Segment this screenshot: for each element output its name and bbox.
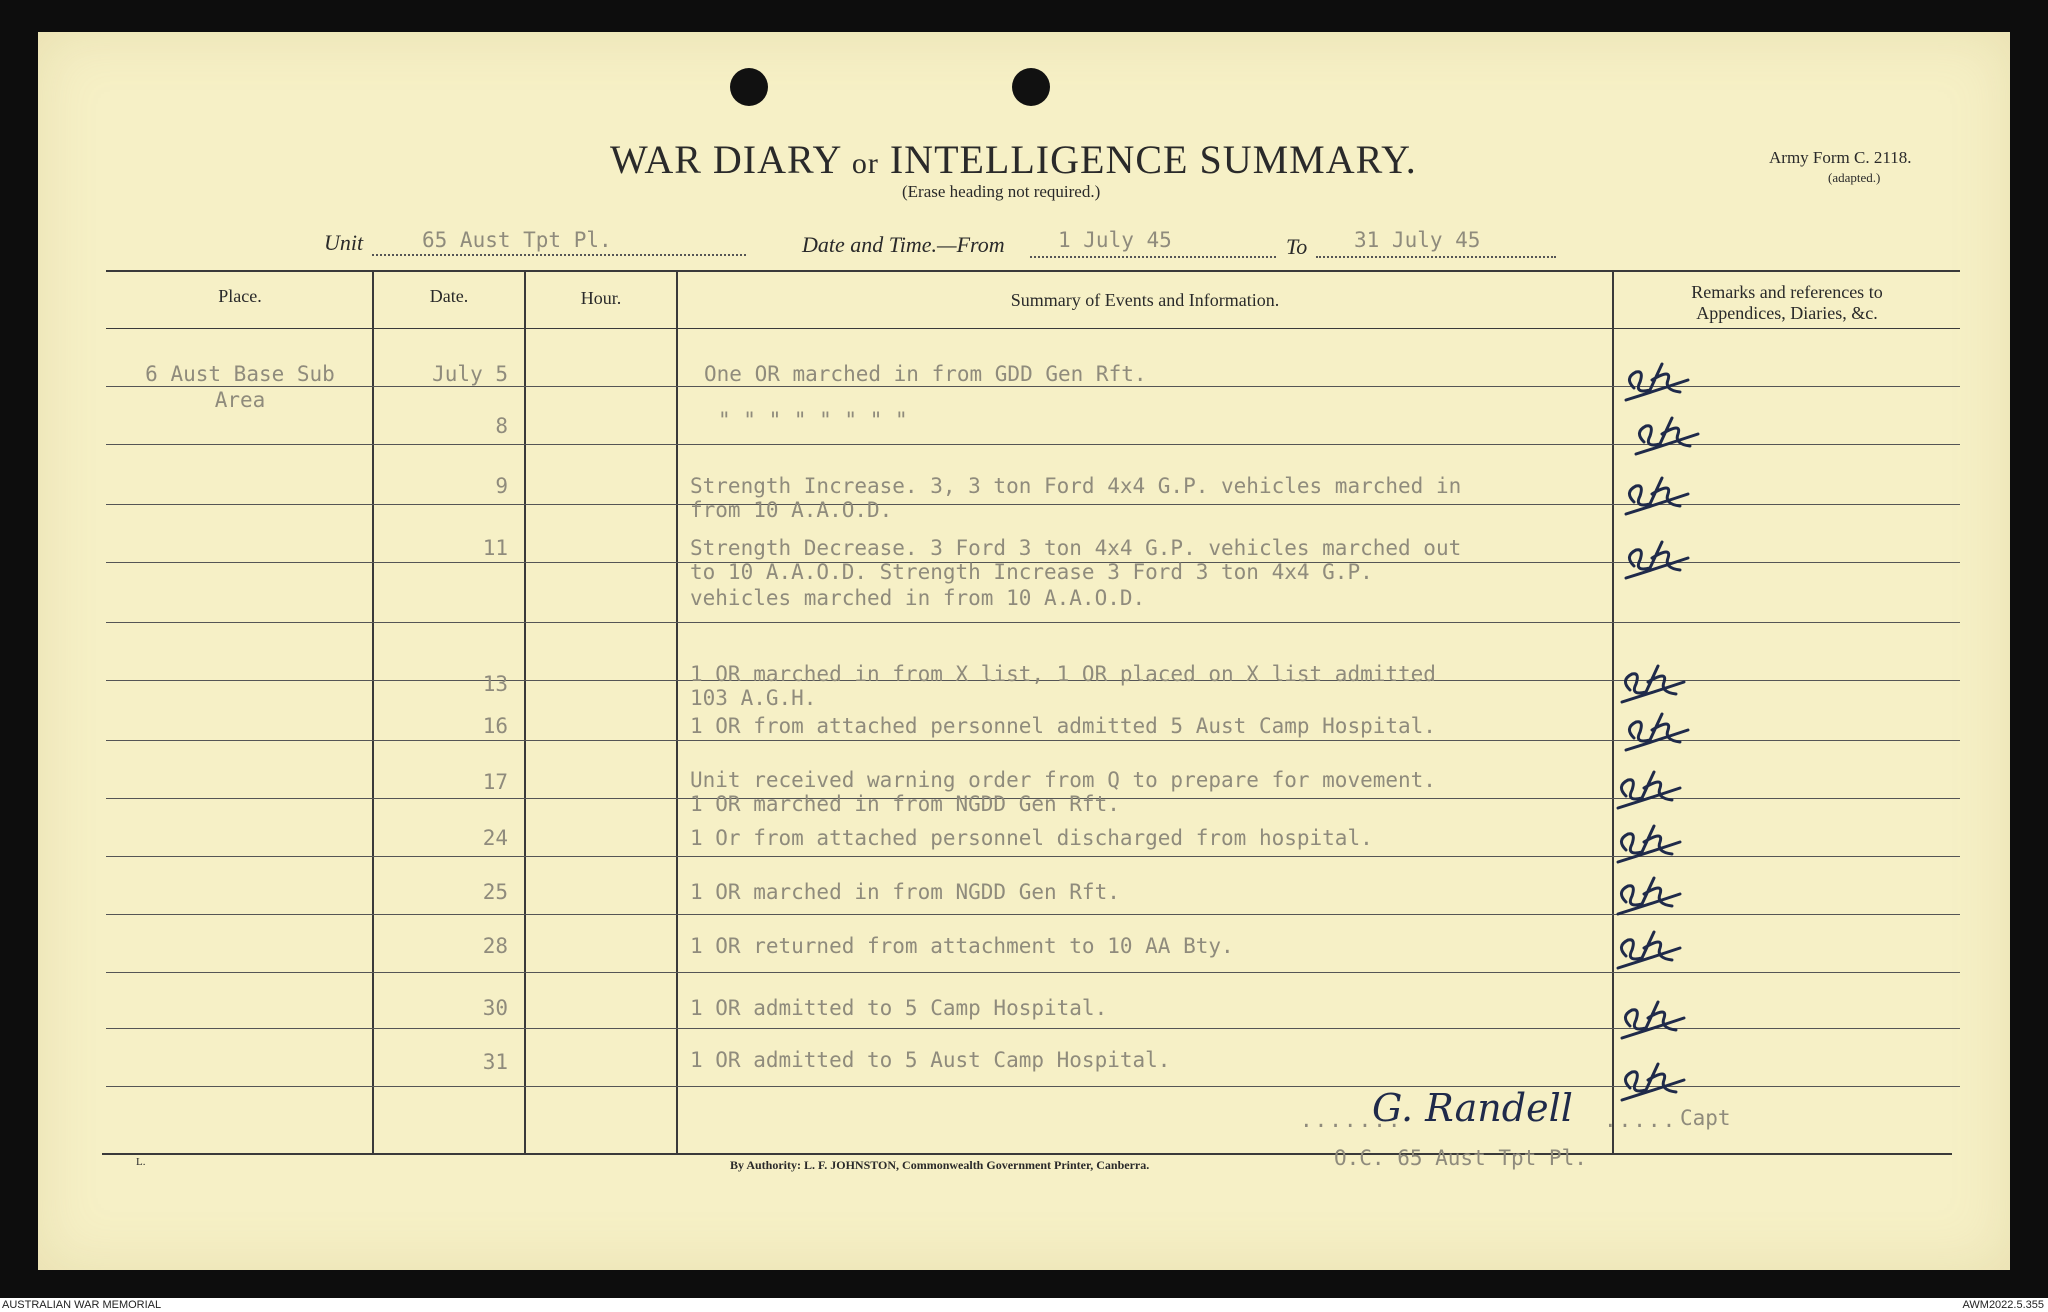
war-diary-form bbox=[38, 32, 2010, 1270]
initials-mark bbox=[1618, 662, 1688, 708]
remarks-header-line1: Remarks and references to bbox=[1691, 282, 1883, 302]
column-header-summary: Summary of Events and Information. bbox=[1010, 290, 1280, 310]
entry-text: vehicles marched in from 10 A.A.O.D. bbox=[690, 586, 1146, 610]
entry-date: 24 bbox=[482, 826, 508, 850]
entry-text: 1 OR returned from attachment to 10 AA Bty. bbox=[690, 934, 1234, 958]
date-from-dotted-line bbox=[1030, 256, 1276, 258]
entry-date: 17 bbox=[482, 770, 508, 794]
title-part1: WAR DIARY bbox=[610, 137, 841, 182]
signature-dotted-trailer: ..... bbox=[1604, 1108, 1678, 1132]
initials-mark bbox=[1622, 360, 1692, 406]
printer-authority: By Authority: L. F. JOHNSTON, Commonwealth Government Printer, Canberra. bbox=[730, 1158, 1150, 1172]
entry-text: Unit received warning order from Q to prepare for movement. bbox=[690, 768, 1436, 792]
punch-hole bbox=[730, 68, 768, 106]
unit-value: 65 Aust Tpt Pl. bbox=[422, 228, 612, 252]
entry-date: 8 bbox=[495, 414, 508, 438]
army-form-number: Army Form C. 2118. bbox=[1769, 148, 1912, 167]
initials-mark bbox=[1618, 998, 1688, 1044]
date-from-label: Date and Time.—From bbox=[802, 232, 1005, 257]
column-divider-hour bbox=[676, 270, 678, 1153]
remarks-header-line2: Appendices, Diaries, &c. bbox=[1696, 303, 1878, 323]
entry-text: One OR marched in from GDD Gen Rft. bbox=[704, 362, 1147, 386]
signature-rank: Capt bbox=[1680, 1106, 1731, 1130]
punch-hole bbox=[1012, 68, 1050, 106]
entry-ditto-marks: " " " " " " " " bbox=[718, 408, 908, 432]
entry-text: to 10 A.A.O.D. Strength Increase 3 Ford 3 ton 4x4 G.P. bbox=[690, 560, 1373, 584]
entry-date: 25 bbox=[482, 880, 508, 904]
place-line2: Area bbox=[214, 388, 266, 412]
column-divider-place bbox=[372, 270, 374, 1153]
title-or: or bbox=[851, 147, 879, 180]
signature-title: O.C. 65 Aust Tpt Pl. bbox=[1334, 1146, 1587, 1170]
initials-mark bbox=[1632, 414, 1702, 460]
entry-date: 13 bbox=[482, 672, 508, 696]
entry-text: 1 OR marched in from NGDD Gen Rft. bbox=[690, 792, 1120, 816]
date-to-dotted-line bbox=[1316, 256, 1556, 258]
date-to-label: To bbox=[1286, 234, 1308, 259]
entry-text: Strength Increase. 3, 3 ton Ford 4x4 G.P. vehicles marched in bbox=[690, 474, 1462, 498]
signature-dotted-leader: ....... bbox=[1300, 1108, 1403, 1132]
entry-text: 1 Or from attached personnel discharged from hospital. bbox=[690, 826, 1373, 850]
army-form-adapted: (adapted.) bbox=[1828, 170, 1881, 185]
entry-text: from 10 A.A.O.D. bbox=[690, 498, 893, 522]
entry-date: July 5 bbox=[432, 362, 508, 386]
entry-text: 1 OR from attached personnel admitted 5 Aust Camp Hospital. bbox=[690, 714, 1436, 738]
initials-mark bbox=[1614, 822, 1684, 868]
initials-mark bbox=[1622, 474, 1692, 520]
entry-text: 1 OR admitted to 5 Camp Hospital. bbox=[690, 996, 1108, 1020]
column-header-hour: Hour. bbox=[580, 288, 622, 308]
unit-label: Unit bbox=[324, 230, 364, 255]
entry-date: 11 bbox=[482, 536, 508, 560]
entry-date: 16 bbox=[482, 714, 508, 738]
place-line1: 6 Aust Base Sub bbox=[145, 362, 335, 386]
signature-handwritten: G. Randell bbox=[1372, 1086, 1573, 1130]
entry-date: 30 bbox=[482, 996, 508, 1020]
column-header-place: Place. bbox=[218, 286, 262, 306]
initials-mark bbox=[1614, 768, 1684, 814]
form-title bbox=[610, 136, 1417, 183]
header-rule bbox=[106, 328, 1960, 329]
initials-mark bbox=[1622, 710, 1692, 756]
row-rule bbox=[106, 622, 1960, 623]
archive-id: AWM2022.5.355 bbox=[1962, 1299, 2044, 1311]
column-divider-summary bbox=[1612, 270, 1614, 1153]
column-header-date: Date. bbox=[429, 286, 469, 306]
initials-mark bbox=[1618, 1060, 1688, 1106]
initials-mark bbox=[1614, 874, 1684, 920]
entry-text: 1 OR marched in from X list, 1 OR placed on X list admitted bbox=[690, 662, 1436, 686]
initials-mark bbox=[1622, 538, 1692, 584]
unit-dotted-line bbox=[372, 254, 746, 256]
date-from-value: 1 July 45 bbox=[1058, 228, 1172, 252]
column-header-remarks bbox=[1614, 282, 1960, 324]
form-subtitle: (Erase heading not required.) bbox=[902, 182, 1101, 201]
entry-text: 1 OR admitted to 5 Aust Camp Hospital. bbox=[690, 1048, 1171, 1072]
form-letter: L. bbox=[136, 1156, 146, 1168]
entry-text: 1 OR marched in from NGDD Gen Rft. bbox=[690, 880, 1120, 904]
entry-date: 31 bbox=[482, 1050, 508, 1074]
entry-text: 103 A.G.H. bbox=[690, 686, 817, 710]
table-bottom-rule bbox=[102, 1153, 1952, 1155]
archive-caption: AUSTRALIAN WAR MEMORIAL bbox=[2, 1299, 162, 1311]
table-top-rule bbox=[106, 270, 1960, 272]
entry-date: 28 bbox=[482, 934, 508, 958]
title-part2: INTELLIGENCE SUMMARY. bbox=[889, 137, 1417, 182]
entry-text: Strength Decrease. 3 Ford 3 ton 4x4 G.P. vehicles marched out bbox=[690, 536, 1462, 560]
column-divider-date bbox=[524, 270, 526, 1153]
entry-date: 9 bbox=[495, 474, 508, 498]
date-to-value: 31 July 45 bbox=[1354, 228, 1481, 252]
initials-mark bbox=[1614, 928, 1684, 974]
